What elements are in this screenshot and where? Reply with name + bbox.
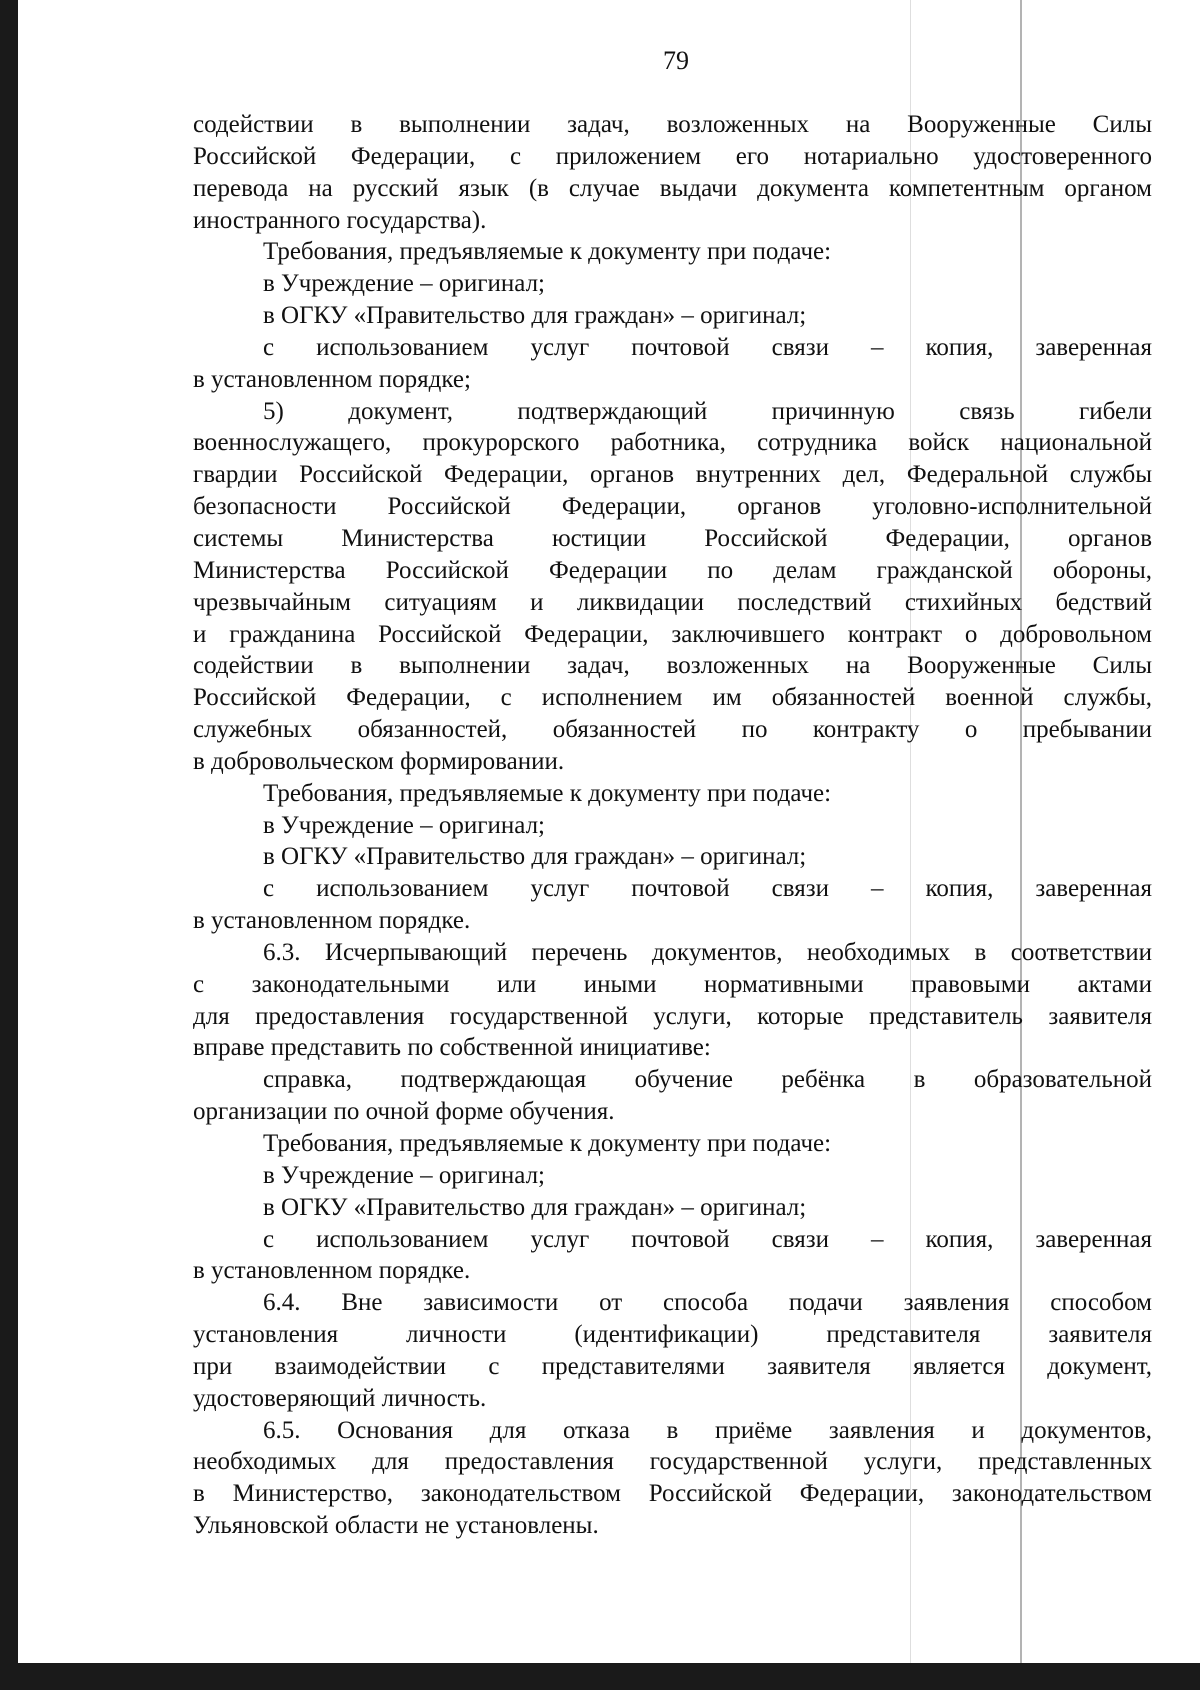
scan-edge-bottom — [0, 1663, 1200, 1690]
text-line: Требования, предъявляемые к документу при подаче: — [263, 1130, 832, 1157]
text-line: в ОГКУ «Правительство для граждан» – оригинал; — [263, 1193, 807, 1221]
text-line: перевода на русский язык (в случае выдачи документа компетентным органом — [193, 174, 1152, 202]
text-line: в Учреждение – оригинал; — [263, 270, 545, 298]
text-line: содействии в выполнении задач, возложенных на Вооруженные Силы — [193, 111, 1152, 138]
text-line: безопасности Российской Федерации, органов уголовно-исполнительной — [193, 493, 1152, 521]
text-line: чрезвычайным ситуациям и ликвидации последствий стихийных бедствий — [193, 588, 1152, 616]
text-line: необходимых для предоставления государственной услуги, представленных — [193, 1448, 1152, 1476]
text-line: и гражданина Российской Федерации, заключившего контракт о добровольном — [193, 620, 1152, 648]
scan-edge-left — [0, 0, 18, 1690]
text-line: вправе представить по собственной инициативе: — [193, 1034, 711, 1062]
page-number-text: 79 — [663, 46, 689, 75]
text-line: Министерства Российской Федерации по делам гражданской обороны, — [193, 556, 1152, 584]
text-line: Российской Федерации, с приложением его нотариально удостоверенного — [193, 142, 1152, 170]
text-line: Требования, предъявляемые к документу при подаче: — [263, 238, 832, 266]
text-line: для предоставления государственной услуги, которые представитель заявителя — [193, 1002, 1152, 1030]
text-line: в Учреждение – оригинал; — [263, 1161, 545, 1189]
text-line: Российской Федерации, с исполнением им обязанностей военной службы, — [193, 684, 1152, 712]
text-line: с использованием услуг почтовой связи – копия, заверенная — [263, 333, 1152, 361]
text-line: военнослужащего, прокурорского работника, сотрудника войск национальной — [193, 429, 1152, 457]
text-line: в установленном порядке; — [193, 365, 471, 393]
text-line: удостоверяющий личность. — [193, 1384, 487, 1412]
text-line: с использованием услуг почтовой связи – копия, заверенная — [263, 1225, 1152, 1253]
text-line: при взаимодействии с представителями заявителя является документ, — [193, 1352, 1152, 1380]
text-line: гвардии Российской Федерации, органов внутренних дел, Федеральной службы — [193, 461, 1152, 489]
text-line: в Учреждение – оригинал; — [263, 811, 545, 839]
document-body — [193, 109, 1152, 1542]
text-line: Ульяновской области не установлены. — [193, 1512, 599, 1540]
text-line: в ОГКУ «Правительство для граждан» – оригинал; — [263, 843, 807, 871]
text-line: 6.4. Вне зависимости от способа подачи заявления способом — [263, 1289, 1152, 1317]
text-line: 6.3. Исчерпывающий перечень документов, необходимых в соответствии — [263, 938, 1152, 966]
text-line: установления личности (идентификации) представителя заявителя — [193, 1321, 1152, 1349]
text-line: в Министерство, законодательством Российской Федерации, законодательством — [193, 1480, 1152, 1508]
text-line: организации по очной форме обучения. — [193, 1098, 615, 1126]
text-line: в установленном порядке. — [193, 907, 471, 935]
text-line: служебных обязанностей, обязанностей по контракту о пребывании — [193, 716, 1152, 744]
text-line: справка, подтверждающая обучение ребёнка в образовательной — [263, 1066, 1152, 1094]
text-line: содействии в выполнении задач, возложенных на Вооруженные Силы — [193, 652, 1152, 680]
text-line: с использованием услуг почтовой связи – копия, заверенная — [263, 875, 1152, 903]
text-line: в добровольческом формировании. — [193, 747, 565, 775]
text-line: в ОГКУ «Правительство для граждан» – оригинал; — [263, 302, 807, 330]
text-line: 5) документ, подтверждающий причинную связь гибели — [263, 397, 1152, 425]
text-line: Требования, предъявляемые к документу при подаче: — [263, 779, 832, 807]
text-line: в установленном порядке. — [193, 1257, 471, 1285]
page-number — [0, 46, 1200, 76]
text-line: 6.5. Основания для отказа в приёме заявления и документов, — [263, 1416, 1152, 1444]
text-line: иностранного государства). — [193, 206, 487, 234]
text-line: с законодательными или иными нормативными правовыми актами — [193, 970, 1152, 998]
text-line: системы Министерства юстиции Российской Федерации, органов — [193, 524, 1152, 552]
